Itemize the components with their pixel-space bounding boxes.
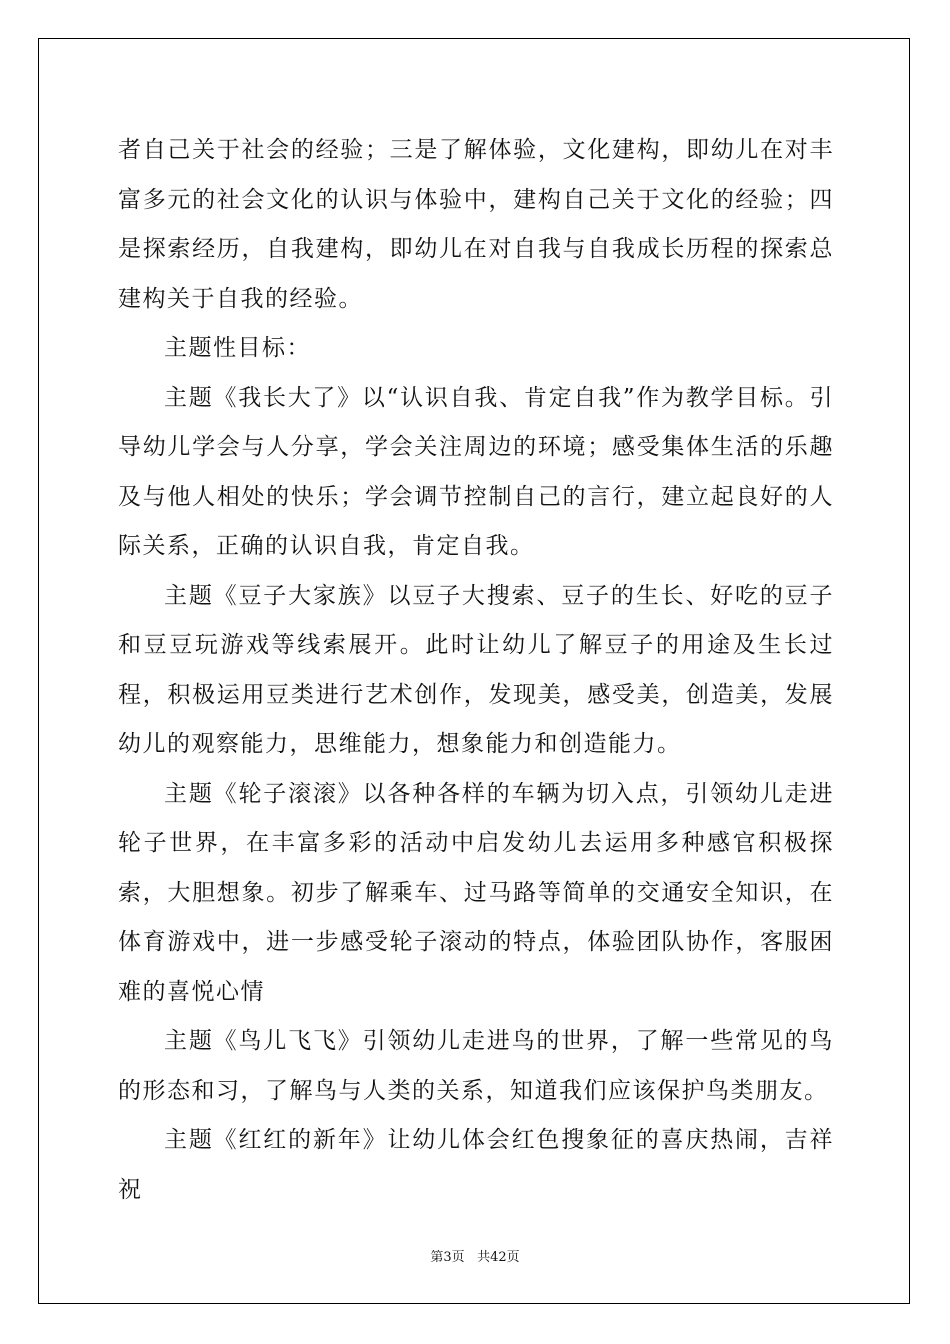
paragraph-theme-wheels: 主题《轮子滚滚》以各种各样的车辆为切入点，引领幼儿走进轮子世界，在丰富多彩的活动中启发幼儿去运用多种感官积极探索，大胆想象。初步了解乘车、过马路等简单的交通安全知识，在体育游戏中，进一步感受轮子滚动的特点，体验团队协作，客服困难的喜悦心情 [118,780,834,1005]
paragraph-heading-goals: 主题性目标： [164,335,311,361]
document-body [118,126,834,1215]
paragraph-theme-new-year: 主题《红红的新年》让幼儿体会红色搜象征的喜庆热闹，吉祥祝 [118,1127,834,1203]
page-number: 第3页 [430,1250,465,1265]
page-total: 共42页 [477,1250,520,1265]
paragraph-theme-growing-up: 主题《我长大了》以“认识自我、肯定自我”作为教学目标。引导幼儿学会与人分享，学会关注周边的环境；感受集体生活的乐趣及与他人相处的快乐；学会调节控制自己的言行，建立起良好的人际关系，正确的认识自我，肯定自我。 [118,384,834,559]
paragraph-theme-birds: 主题《鸟儿飞飞》引领幼儿走进鸟的世界，了解一些常见的鸟的形态和习，了解鸟与人类的关系，知道我们应该保护鸟类朋友。 [118,1028,834,1104]
paragraph-theme-beans: 主题《豆子大家族》以豆子大搜索、豆子的生长、好吃的豆子和豆豆玩游戏等线索展开。此时让幼儿了解豆子的用途及生长过程，积极运用豆类进行艺术创作，发现美，感受美，创造美，发展幼儿的观察能力，思维能力，想象能力和创造能力。 [118,582,834,757]
page-footer [0,1246,950,1265]
paragraph-continuation: 者自己关于社会的经验；三是了解体验，文化建构，即幼儿在对丰富多元的社会文化的认识与体验中，建构自己关于文化的经验；四是探索经历，自我建构，即幼儿在对自我与自我成长历程的探索总建构关于自我的经验。 [118,137,834,312]
